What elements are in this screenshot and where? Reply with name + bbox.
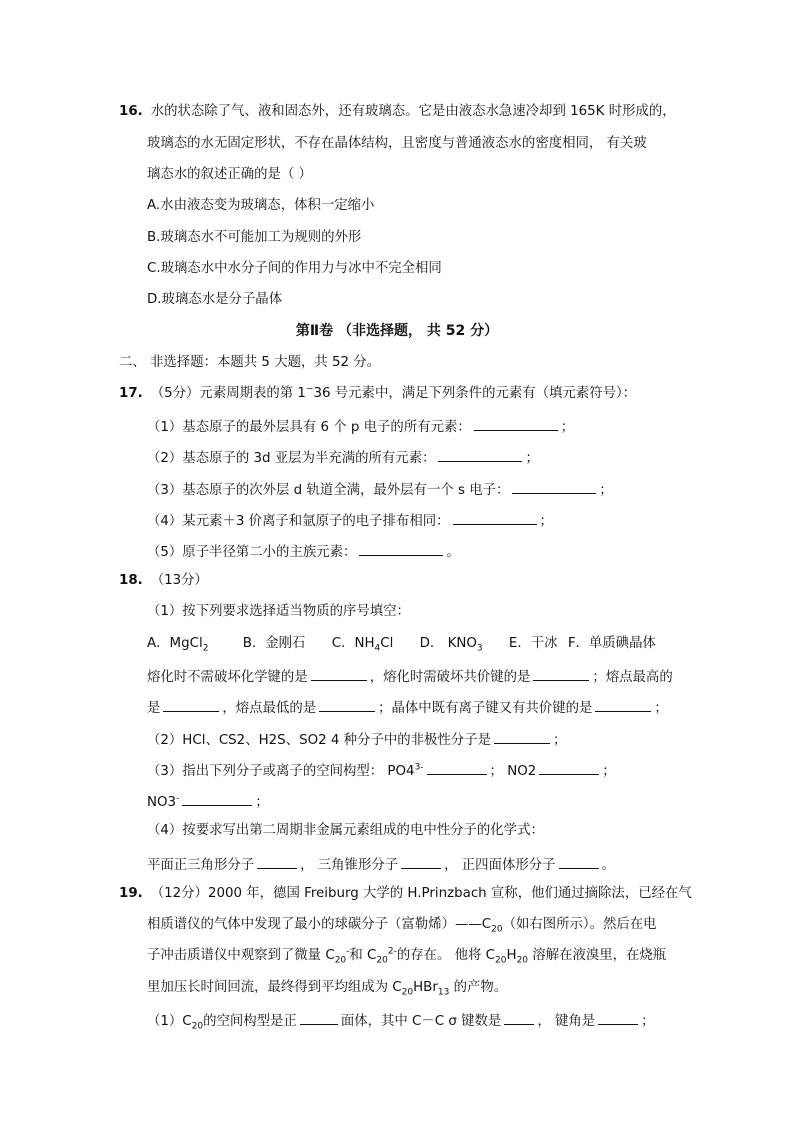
- q18-part-4-text-b: ， 三角锥形分子: [300, 858, 399, 873]
- q18-blank-9[interactable]: [182, 791, 252, 806]
- q18-part-3-cont: [147, 791, 269, 812]
- q18-option-f: F．单质碘晶体: [567, 636, 656, 651]
- q18-part-4-text-c: ， 正四面体形分子: [444, 858, 556, 873]
- q17-part-3: [147, 479, 613, 500]
- q18-option-e: E．干冰: [508, 636, 558, 651]
- q18-blank-5[interactable]: [595, 697, 651, 712]
- q18-score: （13分）: [150, 573, 208, 588]
- q17-part-1-end: ；: [560, 420, 575, 435]
- q19-blank-1[interactable]: [300, 1010, 338, 1025]
- q17-part-4-end: ；: [539, 514, 553, 529]
- q17-part-3-end: ；: [599, 483, 613, 498]
- q18-part-3-text-b: ； NO2: [489, 764, 537, 779]
- q16-stem-2: 玻璃态的水无固定形状，不存在晶体结构，且密度与普通液态水的密度相同， 有关玻: [147, 136, 647, 151]
- q17-part-2-text: （2）基态原子的 3d 亚层为半充满的所有元素：: [147, 451, 436, 466]
- q18-fill-line-2: [147, 697, 668, 718]
- q17-stem-b: 36 号元素中，满足下列条件的元素有（填元素符号）：: [313, 386, 637, 401]
- q18-fill-1-text: 熔化时不需破坏化学键的是: [147, 670, 308, 685]
- q18-part-2-end: ；: [552, 733, 567, 748]
- q19-part-1: [147, 1010, 655, 1031]
- q18-blank-12[interactable]: [559, 854, 599, 869]
- q18-no3-text: NO3: [147, 795, 177, 810]
- q18-option-d: D． $KNO_3$: [419, 636, 483, 654]
- q18-options: [147, 635, 656, 653]
- q18-fill-3-text: ；熔点最高的: [592, 670, 673, 685]
- q19-number: 19.: [119, 886, 143, 901]
- q17-blank-1[interactable]: [474, 416, 558, 431]
- q18-part-1: （1）按下列要求选择适当物质的序号填空：: [147, 604, 410, 619]
- q17-part-4-text: （4）某元素＋3 价离子和氩原子的电子排布相同：: [147, 514, 450, 529]
- q19-stem-3: 子冲击质谱仪中观察到了微量 $C_{20}^-$和 $C_{20}^{2-}$的存在。 他将 $C_{20}H_{20}$ 溶解在液溴里，在烧瓶: [147, 946, 667, 966]
- q18-option-a: A．MgCl$_2$: [147, 636, 209, 654]
- q17-part-1: [147, 416, 574, 437]
- q17-part-5: [147, 541, 460, 562]
- q18-fill-7-text: ；: [654, 701, 668, 716]
- q18-option-b: B．金刚石: [242, 636, 306, 651]
- q18-part-4-text-d: 。: [601, 858, 615, 873]
- q18-part-3-sup: 3-: [414, 762, 424, 773]
- q18-blank-2[interactable]: [533, 666, 589, 681]
- q18-blank-10[interactable]: [257, 854, 297, 869]
- q16-option-c: C.玻璃态水中水分子间的作用力与冰中不完全相同: [147, 261, 442, 276]
- q18-no3-sup: -: [176, 793, 180, 804]
- q17-blank-5[interactable]: [359, 541, 443, 556]
- q18-part-3-text: （3）指出下列分子或离子的空间构型： PO4: [147, 764, 415, 779]
- q18-blank-1[interactable]: [311, 666, 367, 681]
- q19-part-1-text-c: 面体，其中 C－C σ 键数是: [340, 1014, 502, 1029]
- q18-fill-line-1: [147, 666, 673, 687]
- q18-line-1: [119, 572, 208, 590]
- q19-blank-3[interactable]: [598, 1010, 638, 1025]
- q19-stem-1: （12分）2000 年，德国 Freiburg 大学的 H.Prinzbach 宣称，他们通过摘除法，已经在气: [150, 886, 692, 901]
- q17-part-4: [147, 510, 553, 531]
- q19-part-1-text-e: ；: [641, 1014, 655, 1029]
- q17-blank-2[interactable]: [438, 447, 522, 462]
- q18-fill-2-text: ，熔化时需破坏共价键的是: [369, 670, 531, 685]
- q17-part-5-end: 。: [446, 545, 460, 560]
- q19-line-1: [119, 885, 692, 903]
- q18-number: 18.: [119, 573, 143, 588]
- q18-part-3-text-c: ；: [602, 764, 616, 779]
- q17-part-3-text: （3）基态原子的次外层 d 轨道全满，最外层有一个 s 电子：: [147, 483, 510, 498]
- q17-stem-a: （5分）元素周期表的第 1: [150, 386, 306, 401]
- q19-part-1-text-b: 的空间构型是正: [203, 1014, 297, 1029]
- q17-line-1: [119, 385, 636, 403]
- q16-option-d: D.玻璃态水是分子晶体: [147, 292, 283, 307]
- q17-blank-4[interactable]: [453, 510, 537, 525]
- q18-part-4: （4）按要求写出第二周期非金属元素组成的电中性分子的化学式：: [147, 823, 544, 838]
- q16-line-1: [119, 103, 676, 121]
- q18-fill-4-text: 是: [147, 701, 161, 716]
- q17-stem-sup: ~: [305, 384, 314, 395]
- q18-part-2-text: （2）HCl、CS2、H2S、SO2 4 种分子中的非极性分子是: [147, 733, 491, 748]
- q19-blank-2[interactable]: [504, 1010, 534, 1025]
- q18-option-c: C．$NH_4Cl$: [331, 636, 394, 654]
- q16-option-a: A.水由液态变为玻璃态，体积一定缩小: [147, 198, 375, 213]
- q16-stem-3: 璃态水的叙述正确的是（ ）: [147, 167, 312, 182]
- section-title: 第Ⅱ卷 （非选择题， 共 52 分）: [295, 323, 499, 339]
- q18-part-4-text-a: 平面正三角形分子: [147, 858, 255, 873]
- q18-blank-11[interactable]: [401, 854, 441, 869]
- q17-blank-3[interactable]: [512, 479, 596, 494]
- q17-part-2: [147, 447, 539, 468]
- q16-option-b: B.玻璃态水不可能加工为规则的外形: [147, 230, 362, 245]
- q17-part-2-end: ；: [525, 451, 539, 466]
- q18-blank-6[interactable]: [494, 729, 550, 744]
- q18-part-3: [147, 760, 616, 781]
- q19-stem-2: 相质谱仪的气体中发现了最小的球碳分子（富勒烯）$——C_{20}$（如右图所示）。然后在电: [147, 917, 657, 935]
- q18-blank-8[interactable]: [539, 760, 599, 775]
- q17-part-1-text: （1）基态原子的最外层具有 6 个 p 电子的所有元素：: [147, 420, 471, 435]
- section-intro: 二、 非选择题：本题共 5 大题，共 52 分。: [119, 355, 381, 370]
- q16-number: 16.: [119, 104, 143, 119]
- q18-part-4-fill: [147, 854, 615, 875]
- q16-stem-1: 水的状态除了气、液和固态外，还有玻璃态。它是由液态水急速冷却到 165K 时形成的，: [150, 104, 676, 119]
- q18-blank-4[interactable]: [319, 697, 375, 712]
- q17-number: 17.: [119, 386, 143, 401]
- q19-part-1-text-d: ， 键角是: [537, 1014, 596, 1029]
- q18-fill-6-text: ；晶体中既有离子键又有共价键的是: [378, 701, 593, 716]
- q18-fill-5-text: ，熔点最低的是: [222, 701, 317, 716]
- q17-part-5-text: （5）原子半径第二小的主族元素：: [147, 545, 357, 560]
- q19-part-1-sub: 20: [191, 1021, 204, 1032]
- q19-part-1-text-a: （1）C: [147, 1014, 192, 1029]
- q18-blank-3[interactable]: [163, 697, 219, 712]
- q19-stem-4: 里加压长时间回流，最终得到平均组成为 $C_{20}HBr_{13}$ 的产物。: [147, 980, 508, 998]
- q18-blank-7[interactable]: [427, 760, 487, 775]
- q18-part-2: [147, 729, 566, 750]
- q18-no3-end: ；: [255, 795, 269, 810]
